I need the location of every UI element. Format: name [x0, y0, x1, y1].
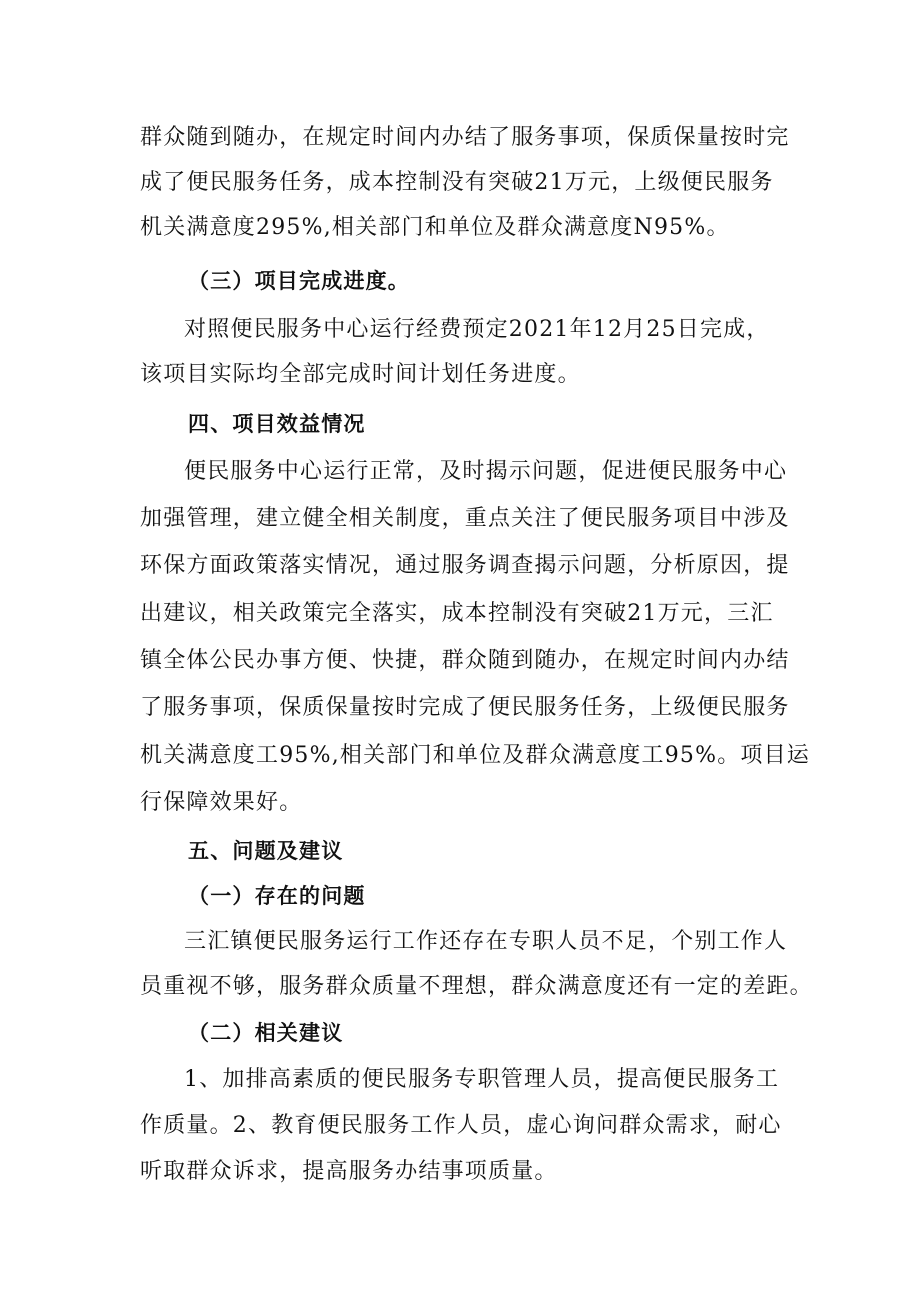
section-heading-issues: 五、问题及建议	[188, 839, 344, 863]
paragraph-line: 机关满意度工95%,相关部门和单位及群众满意度工95%。项目运	[140, 743, 810, 768]
paragraph-line: 群众随到随办，在规定时间内办结了服务事项，保质保量按时完	[140, 125, 790, 150]
paragraph-line: 作质量。2、教育便民服务工作人员，虚心询问群众需求，耐心	[140, 1113, 782, 1138]
paragraph-line: 出建议，相关政策完全落实，成本控制没有突破21万元，三汇	[140, 601, 774, 626]
paragraph-line: 三汇镇便民服务运行工作还存在专职人员不足，个别工作人	[184, 929, 788, 954]
paragraph-line: 员重视不够，服务群众质量不理想，群众满意度还有一定的差距。	[140, 974, 813, 999]
paragraph-line: 镇全体公民办事方便、快捷，群众随到随办，在规定时间内办结	[140, 648, 790, 673]
subsection-heading-suggestions: （二）相关建议	[188, 1021, 344, 1045]
subsection-heading-existing-problems: （一）存在的问题	[188, 884, 366, 908]
paragraph-line: 便民服务中心运行正常，及时揭示问题，促进便民服务中心	[184, 459, 788, 484]
paragraph-line: 机关满意度295%,相关部门和单位及群众满意度N95%。	[140, 215, 730, 240]
section-heading-benefits: 四、项目效益情况	[188, 412, 366, 436]
paragraph-line: 加强管理，建立健全相关制度，重点关注了便民服务项目中涉及	[140, 506, 790, 531]
paragraph-line: 了服务事项，保质保量按时完成了便民服务任务，上级便民服务	[140, 695, 790, 720]
paragraph-line: 该项目实际均全部完成时间计划任务进度。	[140, 362, 581, 387]
paragraph-line: 成了便民服务任务，成本控制没有突破21万元，上级便民服务	[140, 170, 774, 195]
paragraph-line: 1、加排高素质的便民服务专职管理人员，提高便民服务工	[184, 1067, 780, 1092]
paragraph-line: 环保方面政策落实情况，通过服务调查揭示问题，分析原因，提	[140, 553, 790, 578]
paragraph-line: 听取群众诉求，提高服务办结事项质量。	[140, 1159, 558, 1184]
section-heading-progress: （三）项目完成进度。	[188, 269, 410, 293]
paragraph-line: 对照便民服务中心运行经费预定2021年12月25日完成，	[184, 317, 770, 342]
paragraph-line: 行保障效果好。	[140, 790, 303, 815]
